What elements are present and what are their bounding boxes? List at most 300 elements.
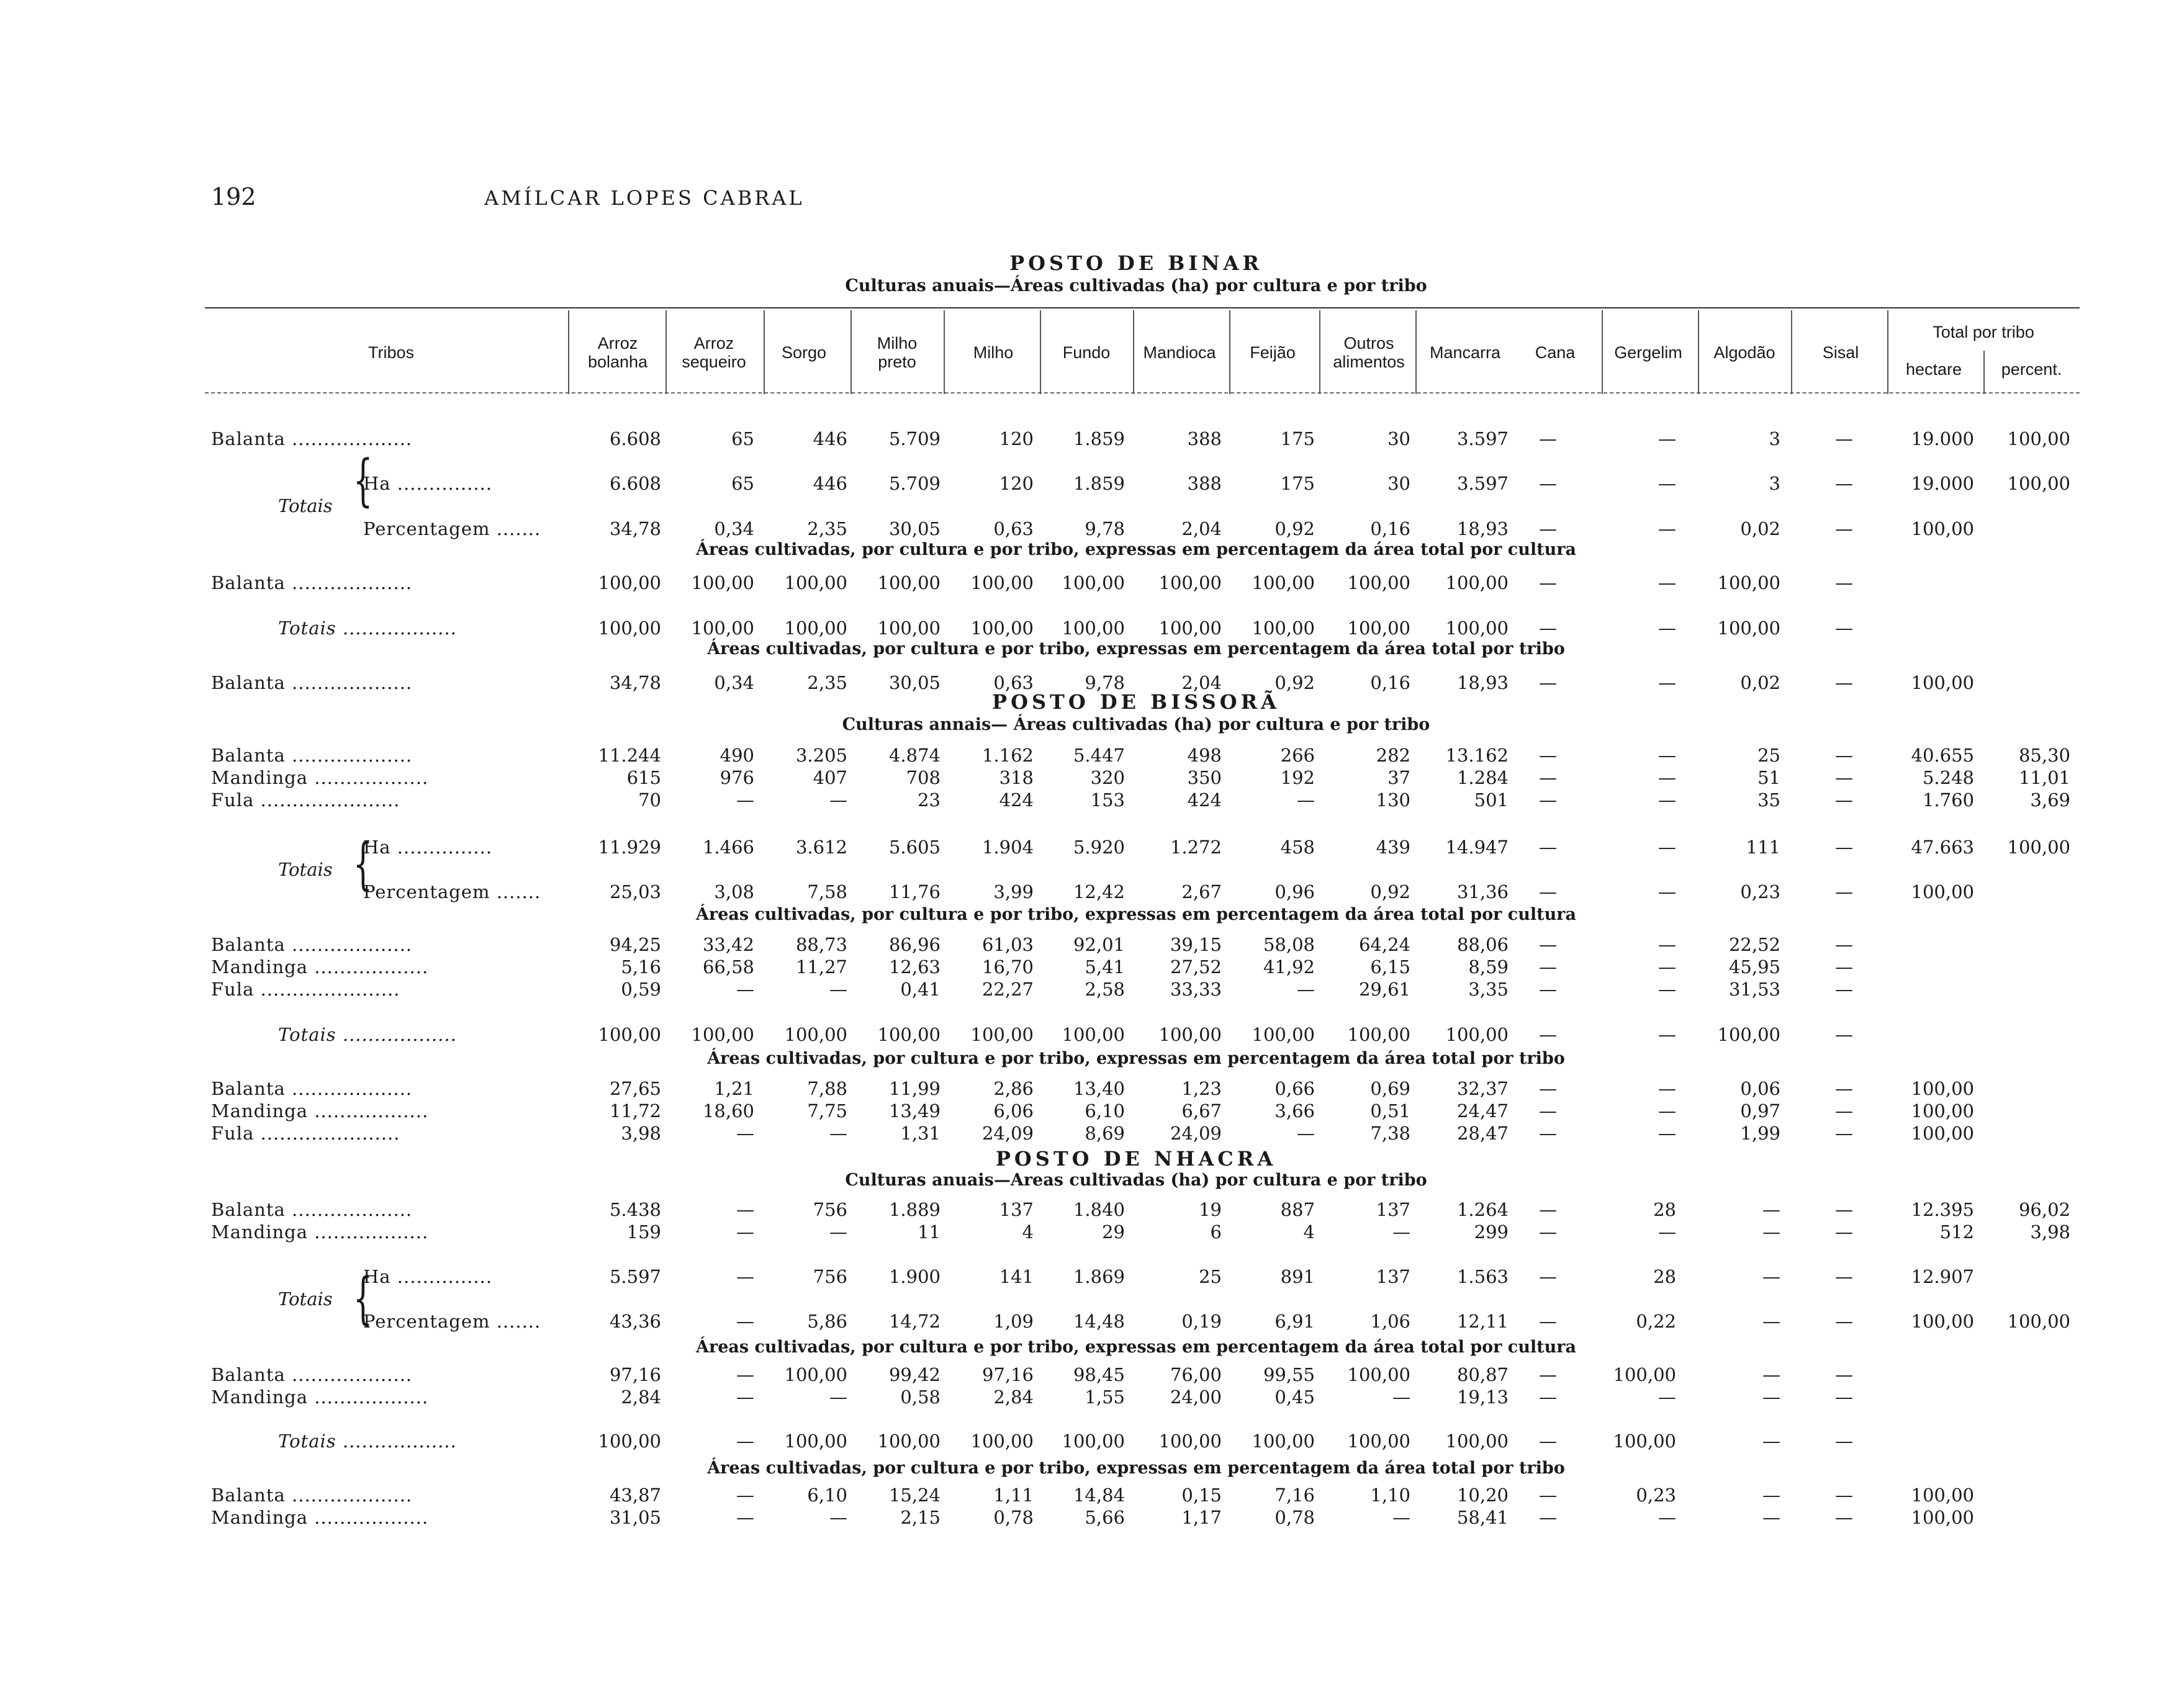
- table-cell: —: [1539, 881, 1557, 902]
- table-cell: 3,35: [1468, 979, 1509, 1000]
- table-cell: 424: [999, 789, 1034, 811]
- table-cell: 6.608: [609, 473, 661, 494]
- table-cell: 58,41: [1456, 1507, 1509, 1528]
- header-vrule: [764, 310, 765, 394]
- table-cell: —: [1658, 428, 1676, 449]
- table-cell: —: [1658, 618, 1676, 639]
- table-cell: 30: [1387, 473, 1410, 494]
- table-cell: 407: [813, 767, 847, 788]
- table-cell: 1.264: [1456, 1199, 1509, 1220]
- table-cell: 100,00: [1347, 572, 1410, 593]
- table-cell: —: [1835, 1387, 1853, 1408]
- table-cell: 99,42: [888, 1364, 941, 1385]
- table-cell: 0,51: [1370, 1100, 1410, 1121]
- table-cell: 100,00: [1717, 1024, 1780, 1045]
- table-cell: 5,16: [621, 956, 661, 978]
- table-cell: —: [1835, 745, 1853, 766]
- table-cell: 458: [1280, 837, 1315, 858]
- row-label: Mandinga ..................: [211, 956, 429, 978]
- table-cell: 100,00: [1445, 1024, 1509, 1045]
- header-total-por-tribo: Total por tribo: [1933, 323, 2034, 341]
- table-cell: —: [1658, 767, 1676, 788]
- totais-label: Totais: [278, 1288, 333, 1310]
- row-label: Balanta ...................: [211, 1078, 413, 1099]
- table-cell: 318: [999, 767, 1034, 788]
- row-label: Totais ..................: [278, 1024, 457, 1045]
- table-cell: —: [736, 1431, 754, 1452]
- table-cell: 24,47: [1456, 1100, 1509, 1121]
- header-milho: Milho: [973, 343, 1014, 362]
- table-cell: 7,58: [807, 881, 847, 902]
- table-cell: 100,00: [1062, 618, 1125, 639]
- table-cell: —: [1539, 1199, 1557, 1220]
- table-cell: 86,96: [888, 934, 941, 955]
- table-cell: 0,06: [1740, 1078, 1780, 1099]
- table-cell: 0,66: [1274, 1078, 1315, 1099]
- table-cell: —: [1835, 789, 1853, 811]
- header-outros-alimentos: Outros alimentos: [1333, 333, 1405, 371]
- table-cell: 1,99: [1740, 1123, 1780, 1144]
- table-row: [0, 956, 2179, 978]
- table-cell: 1.889: [888, 1199, 941, 1220]
- table-cell: —: [1762, 1266, 1780, 1287]
- table-cell: 3,08: [714, 881, 754, 902]
- table-cell: —: [1835, 956, 1853, 978]
- table-cell: 100,00: [691, 572, 754, 593]
- table-cell: 2,86: [993, 1078, 1034, 1099]
- table-cell: —: [1835, 979, 1853, 1000]
- header-vrule: [665, 310, 667, 394]
- table-cell: 5,66: [1085, 1507, 1125, 1528]
- table-cell: —: [1539, 672, 1557, 693]
- table-cell: 5.709: [888, 428, 941, 449]
- table-cell: 80,87: [1456, 1364, 1509, 1385]
- section-heading: Áreas cultivadas, por cultura e por tribo, expressas em percentagem da área total por cultura: [696, 540, 1576, 559]
- header-gergelim: Gergelim: [1614, 343, 1682, 362]
- table-cell: 0,34: [714, 672, 754, 693]
- table-cell: —: [1539, 1221, 1557, 1243]
- header-vrule: [568, 310, 569, 394]
- table-cell: 1.760: [1922, 789, 1974, 811]
- table-cell: —: [736, 1387, 754, 1408]
- table-cell: 27,65: [609, 1078, 661, 1099]
- table-cell: 0,16: [1370, 518, 1410, 539]
- header-vrule: [1887, 310, 1888, 394]
- table-cell: 137: [1376, 1266, 1410, 1287]
- table-cell: —: [1658, 881, 1676, 902]
- table-cell: —: [1658, 979, 1676, 1000]
- table-cell: —: [1658, 1387, 1676, 1408]
- table-cell: —: [1835, 1507, 1853, 1528]
- table-cell: 120: [999, 473, 1034, 494]
- table-cell: 11,72: [609, 1100, 661, 1121]
- table-cell: —: [1835, 428, 1853, 449]
- table-cell: 299: [1474, 1221, 1509, 1243]
- table-cell: 13,40: [1073, 1078, 1125, 1099]
- table-cell: 100,00: [877, 1024, 941, 1045]
- table-cell: —: [1835, 837, 1853, 858]
- table-cell: 43,36: [609, 1311, 661, 1332]
- table-cell: 3,66: [1274, 1100, 1315, 1121]
- row-label: Balanta ...................: [211, 1199, 413, 1220]
- row-label: Mandinga ..................: [211, 1221, 429, 1243]
- table-cell: 0,34: [714, 518, 754, 539]
- table-cell: —: [1539, 1431, 1557, 1452]
- table-cell: 19.000: [1911, 473, 1974, 494]
- row-label: Balanta ...................: [211, 572, 413, 593]
- table-cell: 6.608: [609, 428, 661, 449]
- table-cell: 3,98: [621, 1123, 661, 1144]
- table-row: [0, 789, 2179, 811]
- table-row: [0, 428, 2179, 449]
- table-row: [0, 1078, 2179, 1099]
- table-cell: 2,15: [900, 1507, 941, 1528]
- table-cell: —: [1539, 1485, 1557, 1506]
- table-cell: 14,72: [888, 1311, 941, 1332]
- table-cell: 159: [626, 1221, 661, 1243]
- table-cell: 0,92: [1274, 672, 1315, 693]
- table-cell: 0,58: [900, 1387, 941, 1408]
- header-arroz-bolanha: Arroz bolanha: [587, 333, 648, 371]
- header-algodao: Algodão: [1713, 343, 1775, 362]
- table-row: [0, 979, 2179, 1000]
- table-cell: 1.284: [1456, 767, 1509, 788]
- table-cell: 100,00: [1158, 618, 1222, 639]
- table-cell: —: [736, 789, 754, 811]
- table-cell: 2,04: [1181, 518, 1222, 539]
- table-cell: —: [829, 1221, 847, 1243]
- section-heading: Áreas cultivadas, por cultura e por tribo, expressas em percentagem da área total por tribo: [707, 1049, 1565, 1068]
- posto-title-nhacra: POSTO DE NHACRA: [995, 1147, 1277, 1171]
- table-cell: —: [1835, 1123, 1853, 1144]
- table-cell: —: [1658, 934, 1676, 955]
- table-cell: —: [736, 1199, 754, 1220]
- table-cell: 0,92: [1370, 881, 1410, 902]
- table-cell: 64,24: [1358, 934, 1410, 955]
- table-cell: 9,78: [1085, 518, 1125, 539]
- table-cell: 28: [1653, 1199, 1676, 1220]
- table-cell: —: [1835, 1078, 1853, 1099]
- table-cell: 97,16: [609, 1364, 661, 1385]
- table-row: [0, 1311, 2179, 1332]
- table-cell: 0,78: [993, 1507, 1034, 1528]
- row-label: Balanta ...................: [211, 1364, 413, 1385]
- table-cell: —: [1658, 837, 1676, 858]
- posto-title-bissora: POSTO DE BISSORÃ: [992, 690, 1280, 714]
- table-cell: 0,63: [993, 518, 1034, 539]
- table-cell: 320: [1090, 767, 1125, 788]
- totais-brace: {: [353, 448, 373, 513]
- table-cell: —: [736, 1311, 754, 1332]
- table-cell: 100,00: [1158, 572, 1222, 593]
- table-cell: 100,00: [1252, 572, 1315, 593]
- table-cell: —: [1539, 745, 1557, 766]
- table-cell: 0,92: [1274, 518, 1315, 539]
- table-row: [0, 767, 2179, 788]
- table-cell: 24,00: [1170, 1387, 1222, 1408]
- table-cell: 98,45: [1073, 1364, 1125, 1385]
- header-sorgo: Sorgo: [781, 343, 827, 362]
- table-cell: 3,99: [993, 881, 1034, 902]
- table-row: [0, 518, 2179, 539]
- table-cell: 100,00: [1347, 1024, 1410, 1045]
- table-cell: 5.597: [609, 1266, 661, 1287]
- table-cell: 1,09: [993, 1311, 1034, 1332]
- table-cell: 0,02: [1740, 672, 1780, 693]
- section-heading: Áreas cultivadas, por cultura e por tribo, expressas em percentagem da área total por cultura: [696, 1337, 1576, 1357]
- table-cell: 100,00: [1252, 1431, 1315, 1452]
- table-cell: —: [1762, 1199, 1780, 1220]
- table-row: [0, 473, 2179, 516]
- header-vrule: [1229, 310, 1230, 394]
- table-cell: 96,02: [2018, 1199, 2070, 1220]
- totais-brace: {: [353, 832, 373, 897]
- table-cell: 0,41: [900, 979, 941, 1000]
- table-cell: —: [1539, 1078, 1557, 1099]
- table-cell: 12.907: [1911, 1266, 1974, 1287]
- table-cell: 100,00: [970, 618, 1034, 639]
- table-cell: 10,20: [1456, 1485, 1509, 1506]
- table-cell: 1,31: [900, 1123, 941, 1144]
- table-cell: —: [1297, 789, 1315, 811]
- table-cell: 100,00: [1911, 1100, 1974, 1121]
- table-row: [0, 618, 2179, 639]
- table-cell: 100,00: [1717, 572, 1780, 593]
- table-cell: 100,00: [1613, 1431, 1676, 1452]
- table-cell: 141: [999, 1266, 1034, 1287]
- table-cell: 3.612: [795, 837, 847, 858]
- table-cell: —: [736, 1364, 754, 1385]
- table-cell: 887: [1280, 1199, 1315, 1220]
- table-cell: —: [1658, 956, 1676, 978]
- table-cell: 498: [1187, 745, 1222, 766]
- table-cell: 5.605: [888, 837, 941, 858]
- table-cell: —: [1835, 1199, 1853, 1220]
- table-cell: 70: [638, 789, 661, 811]
- table-row: [0, 572, 2179, 593]
- table-cell: —: [1539, 473, 1557, 494]
- table-cell: —: [736, 1221, 754, 1243]
- table-cell: 0,45: [1274, 1387, 1315, 1408]
- table-cell: 6,67: [1181, 1100, 1222, 1121]
- table-cell: 2,35: [807, 518, 847, 539]
- table-cell: 1.563: [1456, 1266, 1509, 1287]
- table-cell: —: [736, 1507, 754, 1528]
- table-cell: 100,00: [1911, 1507, 1974, 1528]
- table-row: [0, 1100, 2179, 1121]
- table-cell: 0,96: [1274, 881, 1315, 902]
- table-cell: —: [829, 1123, 847, 1144]
- table-cell: 100,00: [1158, 1431, 1222, 1452]
- table-cell: 11: [918, 1221, 941, 1243]
- header-bottom-rule: [205, 392, 2080, 393]
- row-label: Mandinga ..................: [211, 767, 429, 788]
- table-cell: 15,24: [888, 1485, 941, 1506]
- table-row: [0, 1507, 2179, 1528]
- table-cell: 14.947: [1445, 837, 1509, 858]
- table-cell: —: [1539, 1024, 1557, 1045]
- table-cell: 34,78: [609, 672, 661, 693]
- table-cell: 100,00: [1347, 1431, 1410, 1452]
- table-cell: —: [736, 1485, 754, 1506]
- table-cell: —: [1539, 837, 1557, 858]
- header-milho-preto: Milho preto: [877, 333, 918, 371]
- table-cell: 100,00: [598, 1024, 661, 1045]
- table-cell: 4: [1022, 1221, 1034, 1243]
- table-cell: —: [1297, 979, 1315, 1000]
- table-cell: —: [829, 979, 847, 1000]
- table-cell: 40.655: [1911, 745, 1974, 766]
- table-cell: —: [1835, 1266, 1853, 1287]
- table-cell: 0,19: [1181, 1311, 1222, 1332]
- table-cell: 6,15: [1370, 956, 1410, 978]
- table-cell: 100,00: [970, 1431, 1034, 1452]
- table-cell: 350: [1187, 767, 1222, 788]
- table-cell: 29: [1102, 1221, 1125, 1243]
- table-cell: —: [1835, 1364, 1853, 1385]
- row-label: Balanta ...................: [211, 1485, 413, 1506]
- table-cell: —: [1835, 881, 1853, 902]
- totais-label: Totais: [278, 859, 333, 880]
- table-cell: 100,00: [1911, 1311, 1974, 1332]
- table-cell: 100,00: [2007, 1311, 2070, 1332]
- table-cell: 1.840: [1073, 1199, 1125, 1220]
- table-row: [0, 1123, 2179, 1144]
- table-cell: 13,49: [888, 1100, 941, 1121]
- table-cell: 0,59: [621, 979, 661, 1000]
- table-cell: —: [1539, 789, 1557, 811]
- table-cell: 130: [1376, 789, 1410, 811]
- table-cell: —: [1539, 1311, 1557, 1332]
- table-cell: 1.869: [1073, 1266, 1125, 1287]
- table-cell: 100,00: [1158, 1024, 1222, 1045]
- table-cell: 24,09: [981, 1123, 1034, 1144]
- table-cell: —: [736, 1123, 754, 1144]
- table-cell: 11,76: [888, 881, 941, 902]
- table-cell: —: [1539, 428, 1557, 449]
- table-cell: 100,00: [1911, 1485, 1974, 1506]
- header-vrule: [1602, 310, 1603, 394]
- table-cell: 100,00: [784, 618, 847, 639]
- table-cell: 100,00: [877, 1431, 941, 1452]
- table-cell: —: [1835, 1311, 1853, 1332]
- table-cell: —: [1658, 1221, 1676, 1243]
- header-vrule: [944, 310, 945, 394]
- posto-subtitle-nhacra: Culturas anuais—Areas cultivadas (ha) por cultura e por tribo: [845, 1171, 1427, 1190]
- table-row: [0, 837, 2179, 880]
- table-cell: 30: [1387, 428, 1410, 449]
- table-cell: 33,33: [1170, 979, 1222, 1000]
- table-cell: 25,03: [609, 881, 661, 902]
- table-cell: 18,93: [1456, 672, 1509, 693]
- row-label: Ha ...............: [363, 1266, 493, 1287]
- header-percent: percent.: [2001, 360, 2062, 379]
- table-cell: —: [829, 1507, 847, 1528]
- table-cell: 34,78: [609, 518, 661, 539]
- header-top-rule: [205, 307, 2080, 308]
- table-cell: —: [1762, 1485, 1780, 1506]
- table-cell: 41,92: [1263, 956, 1315, 978]
- page-number: 192: [211, 183, 256, 210]
- table-cell: 6,06: [993, 1100, 1034, 1121]
- table-cell: 100,00: [1911, 518, 1974, 539]
- table-cell: 29,61: [1358, 979, 1410, 1000]
- table-cell: 100,00: [1445, 572, 1509, 593]
- table-cell: —: [829, 1387, 847, 1408]
- table-cell: 25: [1757, 745, 1780, 766]
- table-row: [0, 1266, 2179, 1310]
- table-cell: 100,00: [1062, 572, 1125, 593]
- table-cell: 31,36: [1456, 881, 1509, 902]
- table-cell: —: [1835, 767, 1853, 788]
- table-cell: 4: [1303, 1221, 1315, 1243]
- table-cell: 1.859: [1073, 473, 1125, 494]
- table-cell: —: [736, 1266, 754, 1287]
- header-vrule: [850, 310, 852, 394]
- header-mancarra: Mancarra: [1429, 343, 1501, 362]
- table-cell: —: [1835, 473, 1853, 494]
- row-label: Ha ...............: [363, 473, 493, 494]
- row-label: Balanta ...................: [211, 745, 413, 766]
- table-row: [0, 1431, 2179, 1452]
- table-cell: 0,97: [1740, 1100, 1780, 1121]
- table-cell: 0,15: [1181, 1485, 1222, 1506]
- table-cell: 5.920: [1073, 837, 1125, 858]
- table-cell: 1,23: [1181, 1078, 1222, 1099]
- table-cell: —: [1658, 672, 1676, 693]
- table-cell: 137: [1376, 1199, 1410, 1220]
- table-row: [0, 1199, 2179, 1220]
- table-cell: —: [1658, 789, 1676, 811]
- table-cell: 0,02: [1740, 518, 1780, 539]
- header-cana: Cana: [1535, 343, 1576, 362]
- table-cell: 175: [1280, 428, 1315, 449]
- table-cell: 12,11: [1456, 1311, 1509, 1332]
- table-cell: 100,00: [1717, 618, 1780, 639]
- header-feijao: Feijão: [1250, 343, 1296, 362]
- row-label: Balanta ...................: [211, 428, 413, 449]
- table-cell: 100,00: [784, 1024, 847, 1045]
- table-cell: 192: [1280, 767, 1315, 788]
- table-cell: —: [1762, 1507, 1780, 1528]
- running-head: AMÍLCAR LOPES CABRAL: [484, 186, 805, 210]
- table-cell: 61,03: [981, 934, 1034, 955]
- table-cell: 266: [1280, 745, 1315, 766]
- table-cell: —: [1297, 1123, 1315, 1144]
- table-cell: —: [1539, 767, 1557, 788]
- row-label: Fula ......................: [211, 1123, 400, 1144]
- table-cell: 4.874: [888, 745, 941, 766]
- table-cell: 282: [1376, 745, 1410, 766]
- table-cell: 100,00: [1062, 1431, 1125, 1452]
- table-cell: —: [1835, 934, 1853, 955]
- table-cell: 14,84: [1073, 1485, 1125, 1506]
- table-cell: 100,00: [877, 618, 941, 639]
- table-cell: 756: [813, 1266, 847, 1287]
- table-cell: 31,53: [1728, 979, 1780, 1000]
- table-cell: 424: [1187, 789, 1222, 811]
- table-cell: 0,16: [1370, 672, 1410, 693]
- table-cell: 12,42: [1073, 881, 1125, 902]
- table-cell: 24,09: [1170, 1123, 1222, 1144]
- table-row: [0, 1024, 2179, 1045]
- table-cell: —: [1658, 572, 1676, 593]
- table-cell: 137: [999, 1199, 1034, 1220]
- table-cell: 100,00: [784, 572, 847, 593]
- table-cell: 111: [1746, 837, 1780, 858]
- table-cell: 3.597: [1456, 428, 1509, 449]
- row-label: Balanta ...................: [211, 934, 413, 955]
